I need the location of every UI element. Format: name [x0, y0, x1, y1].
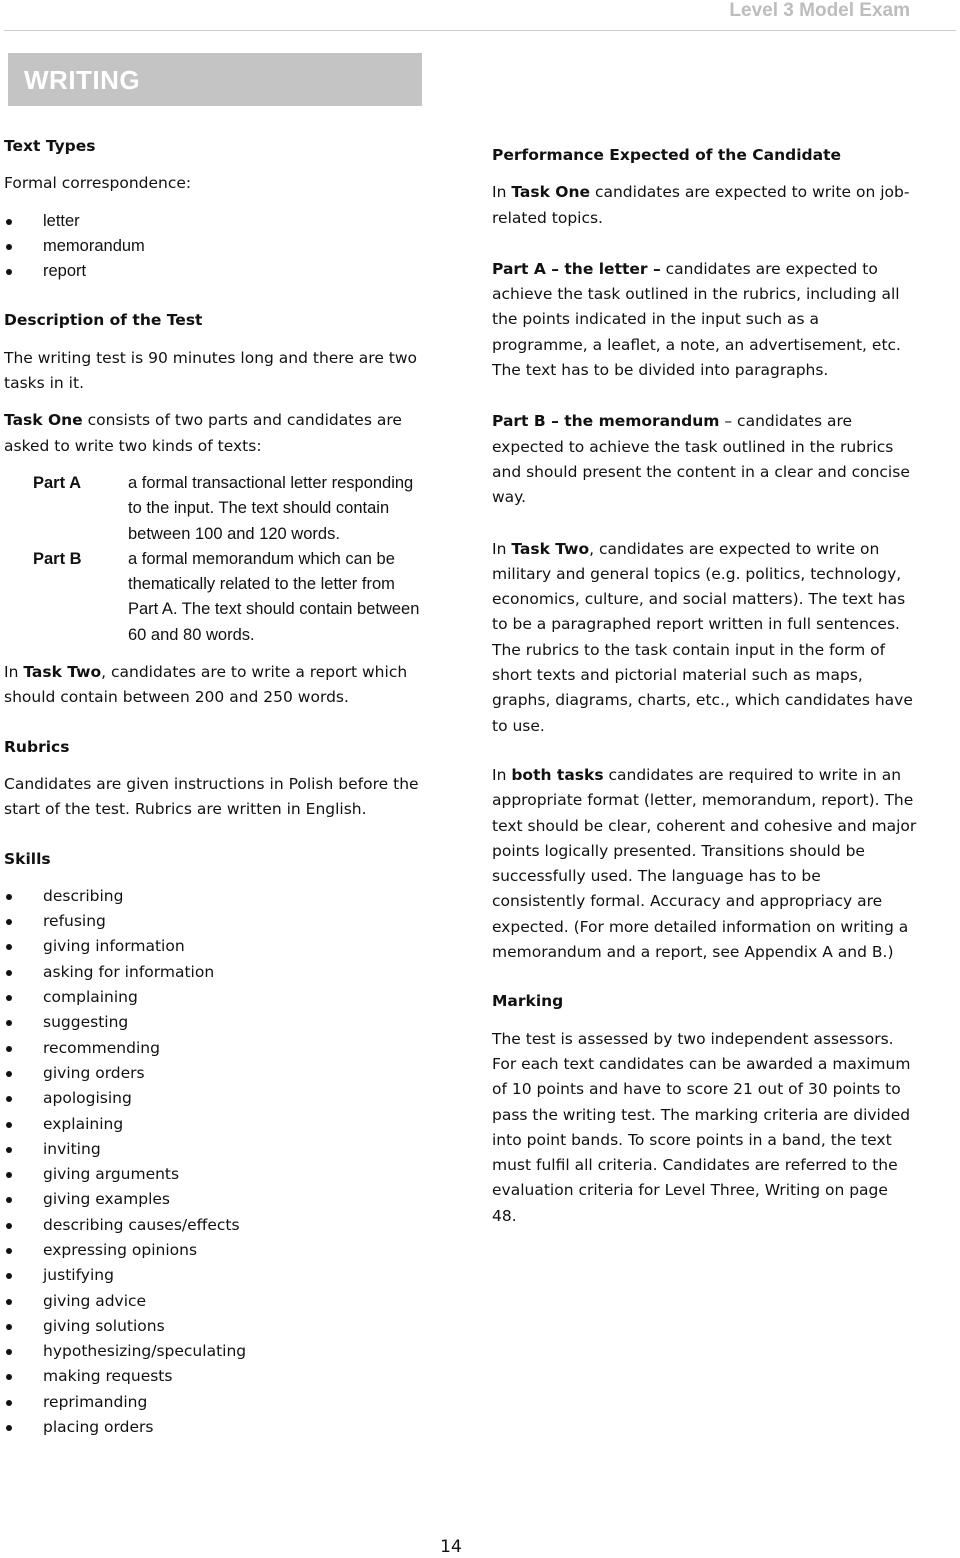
list-item: giving orders	[4, 1061, 424, 1086]
right-column	[492, 143, 917, 1229]
skills-heading: Skills	[4, 849, 51, 868]
part-a-row	[4, 471, 424, 547]
list-item: describing	[4, 884, 424, 909]
rubrics-text: Candidates are given instructions in Polish before the start of the test. Rubrics are written in English.	[4, 774, 419, 819]
marking-text: The test is assessed by two independent assessors. For each text candidates can be awarded a maximum of 10 points and have to score 21 out of 30 points to pass the writing test. The marking criteria are divided into point bands. To score points in a band, the text must fulfil all criteria. Candidates are referred to the evaluation criteria for Level Three, Writing on page 48.	[492, 1029, 911, 1225]
skills-list	[4, 884, 424, 1441]
page-number: 14	[440, 1537, 462, 1557]
list-item: giving examples	[4, 1187, 424, 1212]
parts-table	[4, 471, 424, 648]
header-divider	[4, 30, 956, 31]
p5-pre: In	[492, 765, 512, 784]
list-item: explaining	[4, 1112, 424, 1137]
p2-text: candidates are expected to achieve the task outlined in the rubrics, including all the points indicated in the input such as a programme, a leaflet, a note, an advertisement, etc. The text has to be divided into paragraphs.	[492, 259, 901, 380]
list-item: inviting	[4, 1137, 424, 1162]
p5-text: candidates are required to write in an appropriate format (letter, memorandum, report). The text should be clear, coherent and cohesive and major points logically presented. Transitions should be successfully used. The language has to be consistently formal. Accuracy and appropriacy are expected. (For more detailed information on writing a memorandum and a report, see Appendix A and B.)	[492, 765, 917, 962]
header-title: Level 3 Model Exam	[729, 0, 910, 21]
performance-paragraph-2	[492, 257, 917, 383]
p5-bold: both tasks	[511, 765, 604, 784]
list-item: reprimanding	[4, 1390, 424, 1415]
description-heading: Description of the Test	[4, 311, 203, 330]
p1-text: candidates are expected to write on job-related topics.	[492, 183, 910, 227]
list-item: suggesting	[4, 1010, 424, 1035]
p4-text: , candidates are expected to write on military and general topics (e.g. politics, technology, economics, culture, and social matters). The text has to be a paragraphed report written in full sentences. The rubrics to the task contain input in the form of short texts and pictorial material such as maps, graphs, diagrams, charts, etc., which candidates have to use.	[492, 539, 913, 735]
list-item: giving solutions	[4, 1314, 424, 1339]
section-banner: WRITING	[8, 53, 422, 106]
list-item: justifying	[4, 1263, 424, 1288]
list-item: complaining	[4, 985, 424, 1010]
list-item: hypothesizing/speculating	[4, 1339, 424, 1364]
list-item: recommending	[4, 1036, 424, 1061]
p2-bold: Part A – the letter –	[492, 259, 661, 278]
part-b-label: Part B	[33, 549, 82, 568]
part-a-text: a formal transactional letter responding to the input. The text should contain between 100 and 120 words.	[128, 473, 414, 543]
p4-pre: In	[492, 539, 512, 558]
task-one-paragraph	[4, 408, 424, 459]
text-types-heading: Text Types	[4, 137, 96, 155]
list-item: placing orders	[4, 1415, 424, 1440]
p1-bold: Task One	[511, 183, 591, 202]
left-column	[4, 134, 424, 1440]
performance-paragraph-3	[492, 409, 917, 510]
part-a-label: Part A	[33, 473, 81, 492]
p4-bold: Task Two	[511, 539, 590, 558]
marking-heading: Marking	[492, 992, 564, 1011]
performance-paragraph-1	[492, 180, 917, 231]
list-item: letter	[4, 209, 424, 234]
list-item: report	[4, 259, 424, 284]
task-one-bold: Task One	[4, 411, 83, 430]
performance-paragraph-5	[492, 763, 917, 965]
task-two-text: , candidates are to write a report which should contain between 200 and 250 words.	[4, 663, 408, 707]
list-item: expressing opinions	[4, 1238, 424, 1263]
performance-heading: Performance Expected of the Candidate	[492, 146, 841, 164]
task-one-text: consists of two parts and candidates are asked to write two kinds of texts:	[4, 411, 402, 455]
list-item: apologising	[4, 1086, 424, 1111]
list-item: describing causes/effects	[4, 1213, 424, 1238]
list-item: giving arguments	[4, 1162, 424, 1187]
part-b-text: a formal memorandum which can be thematically related to the letter from Part A. The text should contain between 60 and 80 words.	[128, 549, 420, 644]
p3-text: – candidates are expected to achieve the task outlined in the rubrics and should present the content in a clear and concise way.	[492, 412, 910, 507]
formal-correspondence-label: Formal correspondence:	[4, 174, 192, 193]
list-item: giving information	[4, 934, 424, 959]
list-item: asking for information	[4, 960, 424, 985]
task-two-paragraph	[4, 660, 424, 711]
text-types-list	[4, 209, 424, 285]
list-item: making requests	[4, 1364, 424, 1389]
task-two-pre: In	[4, 663, 24, 682]
rubrics-heading: Rubrics	[4, 737, 70, 756]
part-b-row	[4, 547, 424, 648]
performance-paragraph-4	[492, 537, 917, 739]
description-text: The writing test is 90 minutes long and there are two tasks in it.	[4, 348, 418, 393]
p3-bold: Part B – the memorandum	[492, 412, 720, 431]
p1-pre: In	[492, 183, 512, 202]
task-two-bold: Task Two	[23, 663, 102, 682]
list-item: refusing	[4, 909, 424, 934]
list-item: memorandum	[4, 234, 424, 259]
list-item: giving advice	[4, 1289, 424, 1314]
